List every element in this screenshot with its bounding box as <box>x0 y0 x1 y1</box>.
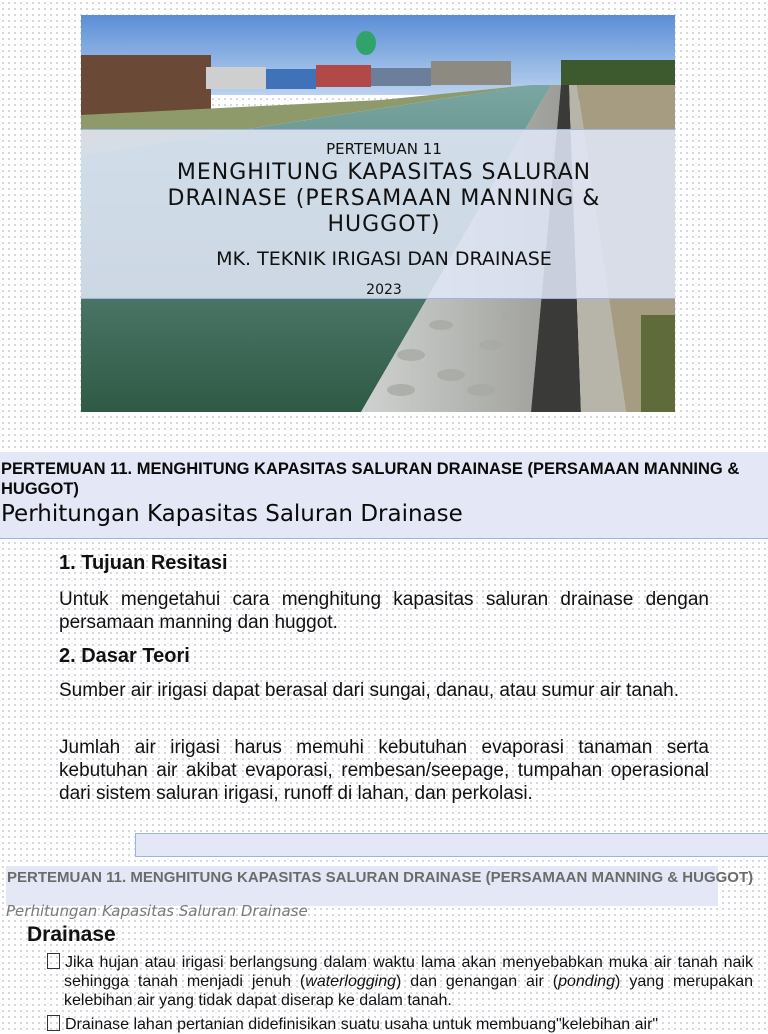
item1-term-waterlogging: waterlogging <box>305 973 396 990</box>
box-bullet-icon <box>47 953 60 969</box>
title-slide <box>81 15 675 412</box>
slide3-list <box>31 953 753 1033</box>
slide-title: MENGHITUNG KAPASITAS SALURAN DRAINASE (PERSAMAAN MANNING & HUGGOT) <box>167 160 601 237</box>
slide2-header-title: PERTEMUAN 11. MENGHITUNG KAPASITAS SALURAN DRAINASE (PERSAMAAN MANNING & HUGGOT) <box>1 460 740 498</box>
slide2-header <box>0 452 768 539</box>
meeting-label: PERTEMUAN 11 <box>326 140 442 158</box>
item2-text: Drainase lahan pertanian didefinisikan suatu usaha untuk membuang"kelebihan air" <box>65 1016 659 1033</box>
item1-text-c: ) dan genangan air ( <box>396 973 559 990</box>
box-bullet-icon <box>47 1015 60 1031</box>
item1-text-a: Jika hujan atau irigasi berlangsung dalam waktu lama akan menyebabkan muka air tanah naik sehingga tanah menjadi jenuh ( <box>64 954 753 990</box>
slide2-header-subtitle: Perhitungan Kapasitas Saluran Drainase <box>1 501 463 527</box>
slide3-top-bar <box>135 833 768 857</box>
section2-heading: 2. Dasar Teori <box>59 645 190 667</box>
item1-term-ponding: ponding <box>558 973 616 990</box>
section2-text2: Jumlah air irigasi harus memuhi kebutuhan evaporasi tanaman serta kebutuhan air akibat evaporasi, rembesan/seepage, tumpahan operasional dari sistem saluran irigasi, runoff di lahan, dan perkolasi. <box>59 737 709 804</box>
section1-text: Untuk mengetahui cara menghitung kapasitas saluran drainase dengan persamaan manning dan huggot. <box>59 589 709 633</box>
section2-text1: Sumber air irigasi dapat berasal dari sungai, danau, atau sumur air tanah. <box>59 680 679 701</box>
course-name: MK. TEKNIK IRIGASI DAN DRAINASE <box>216 248 552 270</box>
slide3-header-title: PERTEMUAN 11. MENGHITUNG KAPASITAS SALURAN DRAINASE (PERSAMAAN MANNING & HUGGOT) <box>7 869 754 886</box>
slide3-heading: Drainase <box>27 923 116 946</box>
list-item <box>31 953 753 1010</box>
item1-text-e: ) yang merupakan kelebihan air yang tidak dapat diserap ke dalam tanah. <box>64 973 753 1009</box>
year: 2023 <box>366 282 402 298</box>
slide3-header-subtitle: Perhitungan Kapasitas Saluran Drainase <box>6 902 308 920</box>
section1-heading: 1. Tujuan Resitasi <box>59 552 228 574</box>
list-item <box>31 1015 768 1034</box>
title-band <box>81 129 675 299</box>
